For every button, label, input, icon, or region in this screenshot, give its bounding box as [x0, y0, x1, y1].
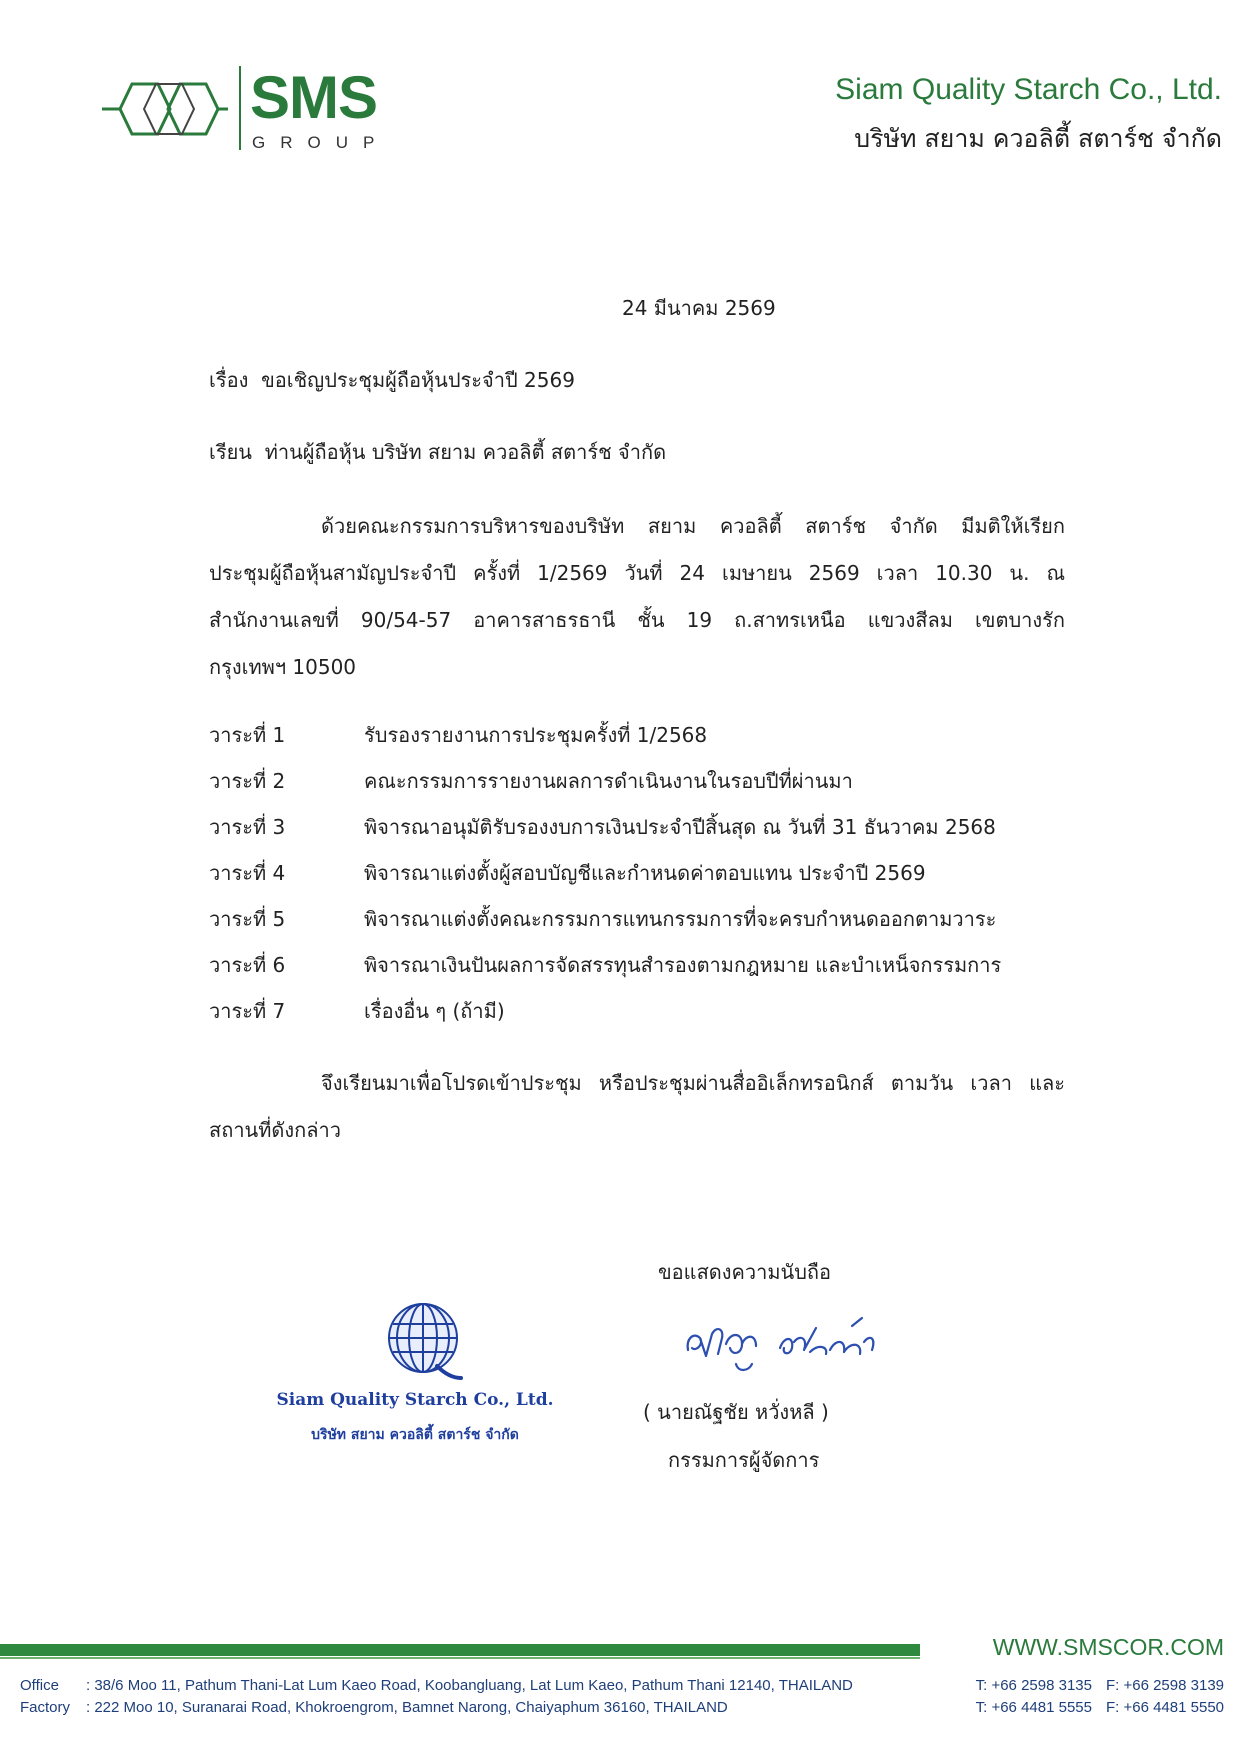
- stamp-company-en: Siam Quality Starch Co., Ltd.: [276, 1390, 554, 1410]
- paragraph-line: สำนักงานเลขที่ 90/54-57 อาคารสาธรธานี ชั้น 19 ถ.สาทรเหนือ แขวงสีลม เขตบางรัก: [209, 608, 1065, 632]
- agenda-text: พิจารณาเงินปันผลการจัดสรรทุนสำรองตามกฎหมาย และบำเหน็จกรรมการ: [364, 953, 1002, 977]
- agenda-label: วาระที่ 1: [209, 723, 286, 747]
- agenda-text: พิจารณาอนุมัติรับรองงบการเงินประจำปีสิ้นสุด ณ วันที่ 31 ธันวาคม 2568: [364, 815, 996, 839]
- closing-line: สถานที่ดังกล่าว: [209, 1118, 341, 1142]
- signer-name: ( นายณัฐชัย หวั่งหลี ): [643, 1400, 829, 1424]
- factory-label: Factory: [20, 1699, 71, 1716]
- agenda-item: [209, 988, 1089, 1034]
- letter-subject: [209, 364, 575, 396]
- paragraph-line: กรุงเทพฯ 10500: [209, 655, 357, 679]
- paragraph-line: ด้วยคณะกรรมการบริหารของบริษัท สยาม ควอลิตี้ สตาร์ช จำกัด มีมติให้เรียก: [321, 514, 1065, 538]
- signer-title: กรรมการผู้จัดการ: [668, 1448, 820, 1472]
- salutation-text: ท่านผู้ถือหุ้น บริษัท สยาม ควอลิตี้ สตาร์ช จำกัด: [264, 440, 667, 464]
- factory-tel: T: +66 4481 5555: [975, 1699, 1092, 1716]
- office-address: [20, 1676, 853, 1696]
- agenda-text: รับรองรายงานการประชุมครั้งที่ 1/2568: [364, 723, 708, 747]
- closing-line: จึงเรียนมาเพื่อโปรดเข้าประชุม หรือประชุมผ่านสื่ออิเล็กทรอนิกส์ ตามวัน เวลา และ: [321, 1071, 1065, 1095]
- agenda-text: คณะกรรมการรายงานผลการดำเนินงานในรอบปีที่ผ่านมา: [364, 769, 853, 793]
- agenda-text: เรื่องอื่น ๆ (ถ้ามี): [364, 999, 505, 1023]
- agenda-item: [209, 942, 1089, 988]
- letter-closing: [209, 1060, 1065, 1154]
- footer-divider: [0, 1644, 920, 1656]
- agenda-label: วาระที่ 6: [209, 953, 286, 977]
- agenda-item: [209, 804, 1089, 850]
- globe-icon: [381, 1298, 465, 1382]
- office-tel: T: +66 2598 3135: [975, 1677, 1092, 1694]
- logo-divider: [239, 66, 241, 150]
- office-phone: [976, 1676, 1224, 1696]
- office-fax: F: +66 2598 3139: [1105, 1677, 1224, 1694]
- sms-hexagon-logo-icon: [100, 66, 230, 152]
- agenda-label: วาระที่ 2: [209, 769, 286, 793]
- factory-address-text: : 222 Moo 10, Suranarai Road, Khokroengrom, Bamnet Narong, Chaiyaphum 36160, THAILAND: [86, 1699, 728, 1716]
- logo-brand: SMS: [250, 64, 378, 131]
- agenda-label: วาระที่ 5: [209, 907, 286, 931]
- agenda-item: [209, 758, 1089, 804]
- letter-salutation: [209, 436, 666, 468]
- factory-phone: [976, 1698, 1224, 1718]
- agenda-label: วาระที่ 7: [209, 999, 286, 1023]
- agenda-text: พิจารณาแต่งตั้งคณะกรรมการแทนกรรมการที่จะครบกำหนดออกตามวาระ: [364, 907, 997, 931]
- agenda-label: วาระที่ 4: [209, 861, 286, 885]
- website-link[interactable]: WWW.SMSCOR.COM: [992, 1634, 1224, 1660]
- company-name-th: บริษัท สยาม ควอลิตี้ สตาร์ช จำกัด: [854, 124, 1222, 153]
- agenda-text: พิจารณาแต่งตั้งผู้สอบบัญชีและกำหนดค่าตอบแทน ประจำปี 2569: [364, 861, 926, 885]
- company-name-en: Siam Quality Starch Co., Ltd.: [835, 73, 1222, 106]
- regards-text: ขอแสดงความนับถือ: [658, 1260, 832, 1284]
- office-label: Office: [20, 1677, 59, 1694]
- agenda-item: [209, 850, 1089, 896]
- agenda-item: [209, 896, 1089, 942]
- subject-text: ขอเชิญประชุมผู้ถือหุ้นประจำปี 2569: [261, 368, 575, 392]
- office-address-text: : 38/6 Moo 11, Pathum Thani-Lat Lum Kaeo Road, Koobangluang, Lat Lum Kaeo, Pathum Thani 12140, THAILAND: [86, 1677, 853, 1694]
- subject-label: เรื่อง: [209, 368, 249, 392]
- letter-date: 24 มีนาคม 2569: [622, 296, 776, 320]
- factory-address: [20, 1698, 728, 1718]
- agenda-item: [209, 712, 1089, 758]
- handwritten-signature: [676, 1298, 896, 1382]
- stamp-company-th: บริษัท สยาม ควอลิตี้ สตาร์ช จำกัด: [311, 1427, 519, 1443]
- salutation-label: เรียน: [209, 440, 252, 464]
- footer-divider-accent: [0, 1657, 920, 1659]
- factory-fax: F: +66 4481 5550: [1105, 1699, 1224, 1716]
- logo-sub: GROUP: [252, 133, 390, 152]
- agenda-label: วาระที่ 3: [209, 815, 286, 839]
- paragraph-line: ประชุมผู้ถือหุ้นสามัญประจำปี ครั้งที่ 1/2569 วันที่ 24 เมษายน 2569 เวลา 10.30 น. ณ: [209, 561, 1065, 585]
- agenda-list: [209, 712, 1089, 1034]
- letter-paragraph: [209, 503, 1065, 691]
